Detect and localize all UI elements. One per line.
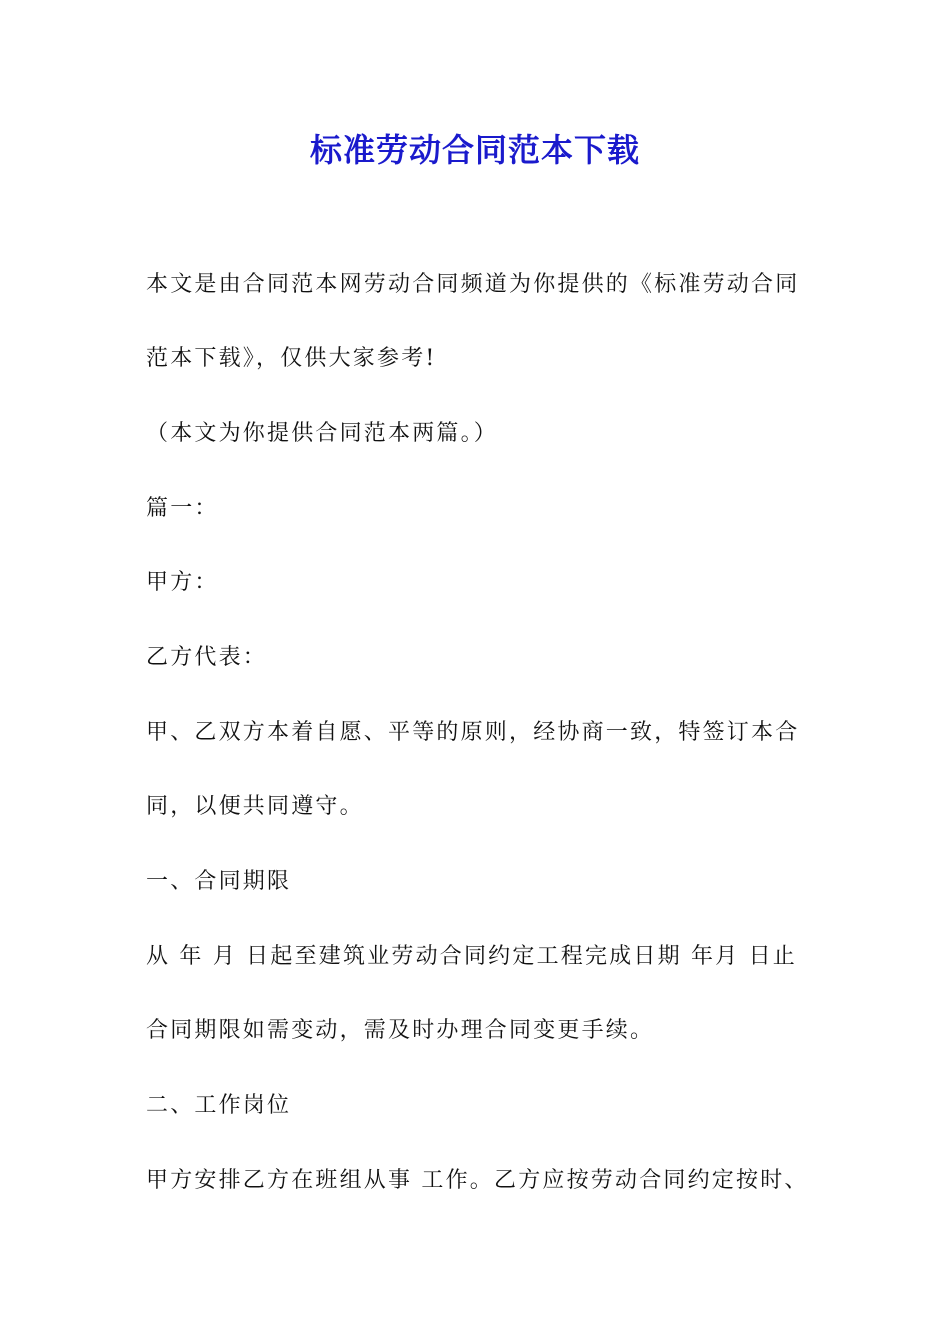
document-title: 标准劳动合同范本下载 — [309, 131, 640, 169]
section-heading: 二、工作岗位 — [146, 1093, 292, 1118]
paragraph-line: （本文为你提供合同范本两篇。） — [146, 421, 499, 446]
paragraph-line: 甲、乙双方本着自愿、平等的原则，经协商一致，特签订本合 — [146, 720, 800, 745]
paragraph-line: 乙方代表： — [146, 645, 268, 670]
paragraph-line: 从 年 月 日起至建筑业劳动合同约定工程完成日期 年月 日止 — [146, 944, 797, 969]
paragraph-line: 篇一： — [146, 496, 219, 521]
paragraph-line: 范本下载》，仅供大家参考! — [146, 346, 437, 371]
section-heading: 一、合同期限 — [146, 869, 292, 894]
paragraph-line: 本文是由合同范本网劳动合同频道为你提供的《标准劳动合同 — [146, 272, 800, 297]
paragraph-line: 甲方安排乙方在班组从事 工作。乙方应按劳动合同约定按时、 — [146, 1168, 809, 1193]
paragraph-line: 甲方： — [146, 570, 219, 595]
paragraph-line: 合同期限如需变动，需及时办理合同变更手续。 — [146, 1018, 655, 1043]
paragraph-line: 同，以便共同遵守。 — [146, 794, 364, 819]
